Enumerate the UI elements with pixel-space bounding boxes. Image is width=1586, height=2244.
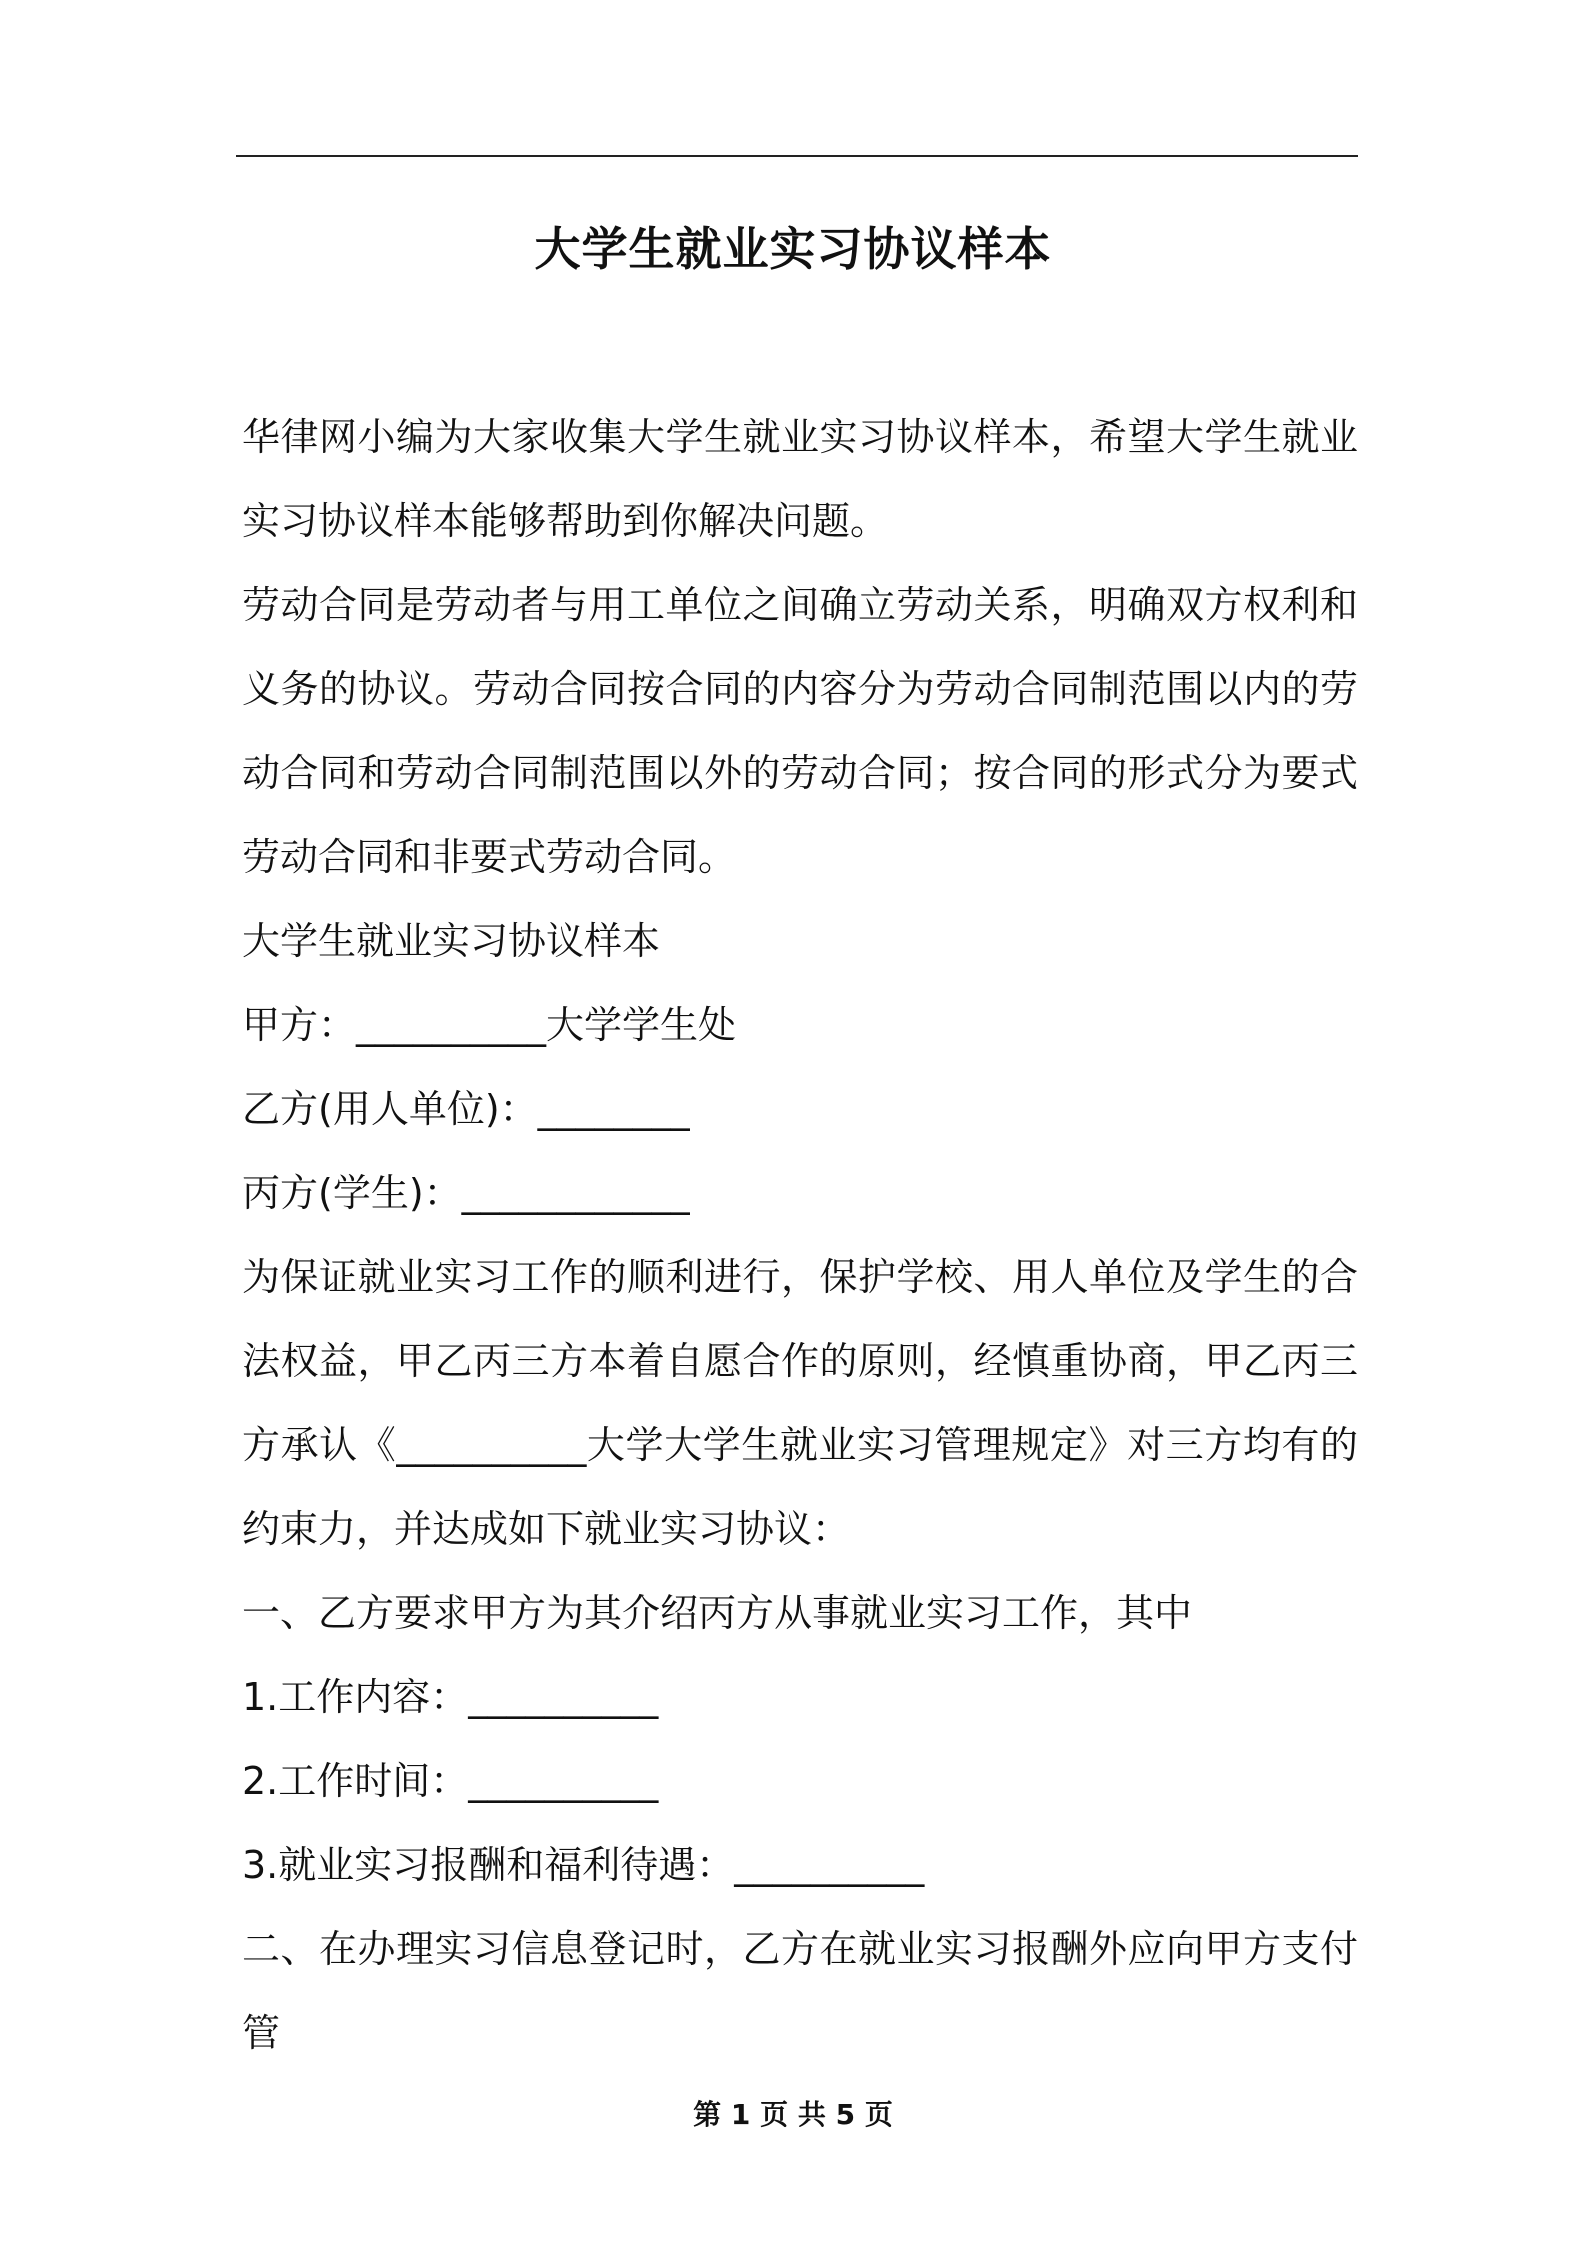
document-title: 大学生就业实习协议样本 [534, 222, 1052, 276]
party-c-line: 丙方(学生)：____________ [242, 1171, 690, 1215]
party-b-line: 乙方(用人单位)：________ [242, 1087, 690, 1131]
clause-one-item-3: 3.就业实习报酬和福利待遇：__________ [242, 1843, 925, 1887]
document-body [242, 395, 1358, 2075]
header-rule [236, 155, 1358, 157]
clause-one-item-1: 1.工作内容：__________ [242, 1675, 659, 1719]
party-a-line: 甲方：__________大学学生处 [242, 1003, 737, 1047]
clause-one: 一、乙方要求甲方为其介绍丙方从事就业实习工作，其中 [242, 1591, 1193, 1635]
paragraph-purpose: 为保证就业实习工作的顺利进行，保护学校、用人单位及学生的合法权益，甲乙丙三方本着自愿合作的原则，经慎重协商，甲乙丙三方承认《__________大学大学生就业实习管理规定》对三方均有的约束力，并达成如下就业实习协议： [242, 1255, 1358, 1551]
clause-one-item-2: 2.工作时间：__________ [242, 1759, 659, 1803]
section-heading: 大学生就业实习协议样本 [242, 919, 661, 963]
paragraph-intro: 华律网小编为大家收集大学生就业实习协议样本，希望大学生就业实习协议样本能够帮助到你解决问题。 [242, 415, 1358, 543]
clause-two: 二、在办理实习信息登记时，乙方在就业实习报酬外应向甲方支付管 [242, 1927, 1358, 2055]
page-number: 第 1 页 共 5 页 [693, 2098, 893, 2131]
paragraph-labor-contract: 劳动合同是劳动者与用工单位之间确立劳动关系，明确双方权利和义务的协议。劳动合同按合同的内容分为劳动合同制范围以内的劳动合同和劳动合同制范围以外的劳动合同；按合同的形式分为要式劳动合同和非要式劳动合同。 [242, 583, 1358, 879]
